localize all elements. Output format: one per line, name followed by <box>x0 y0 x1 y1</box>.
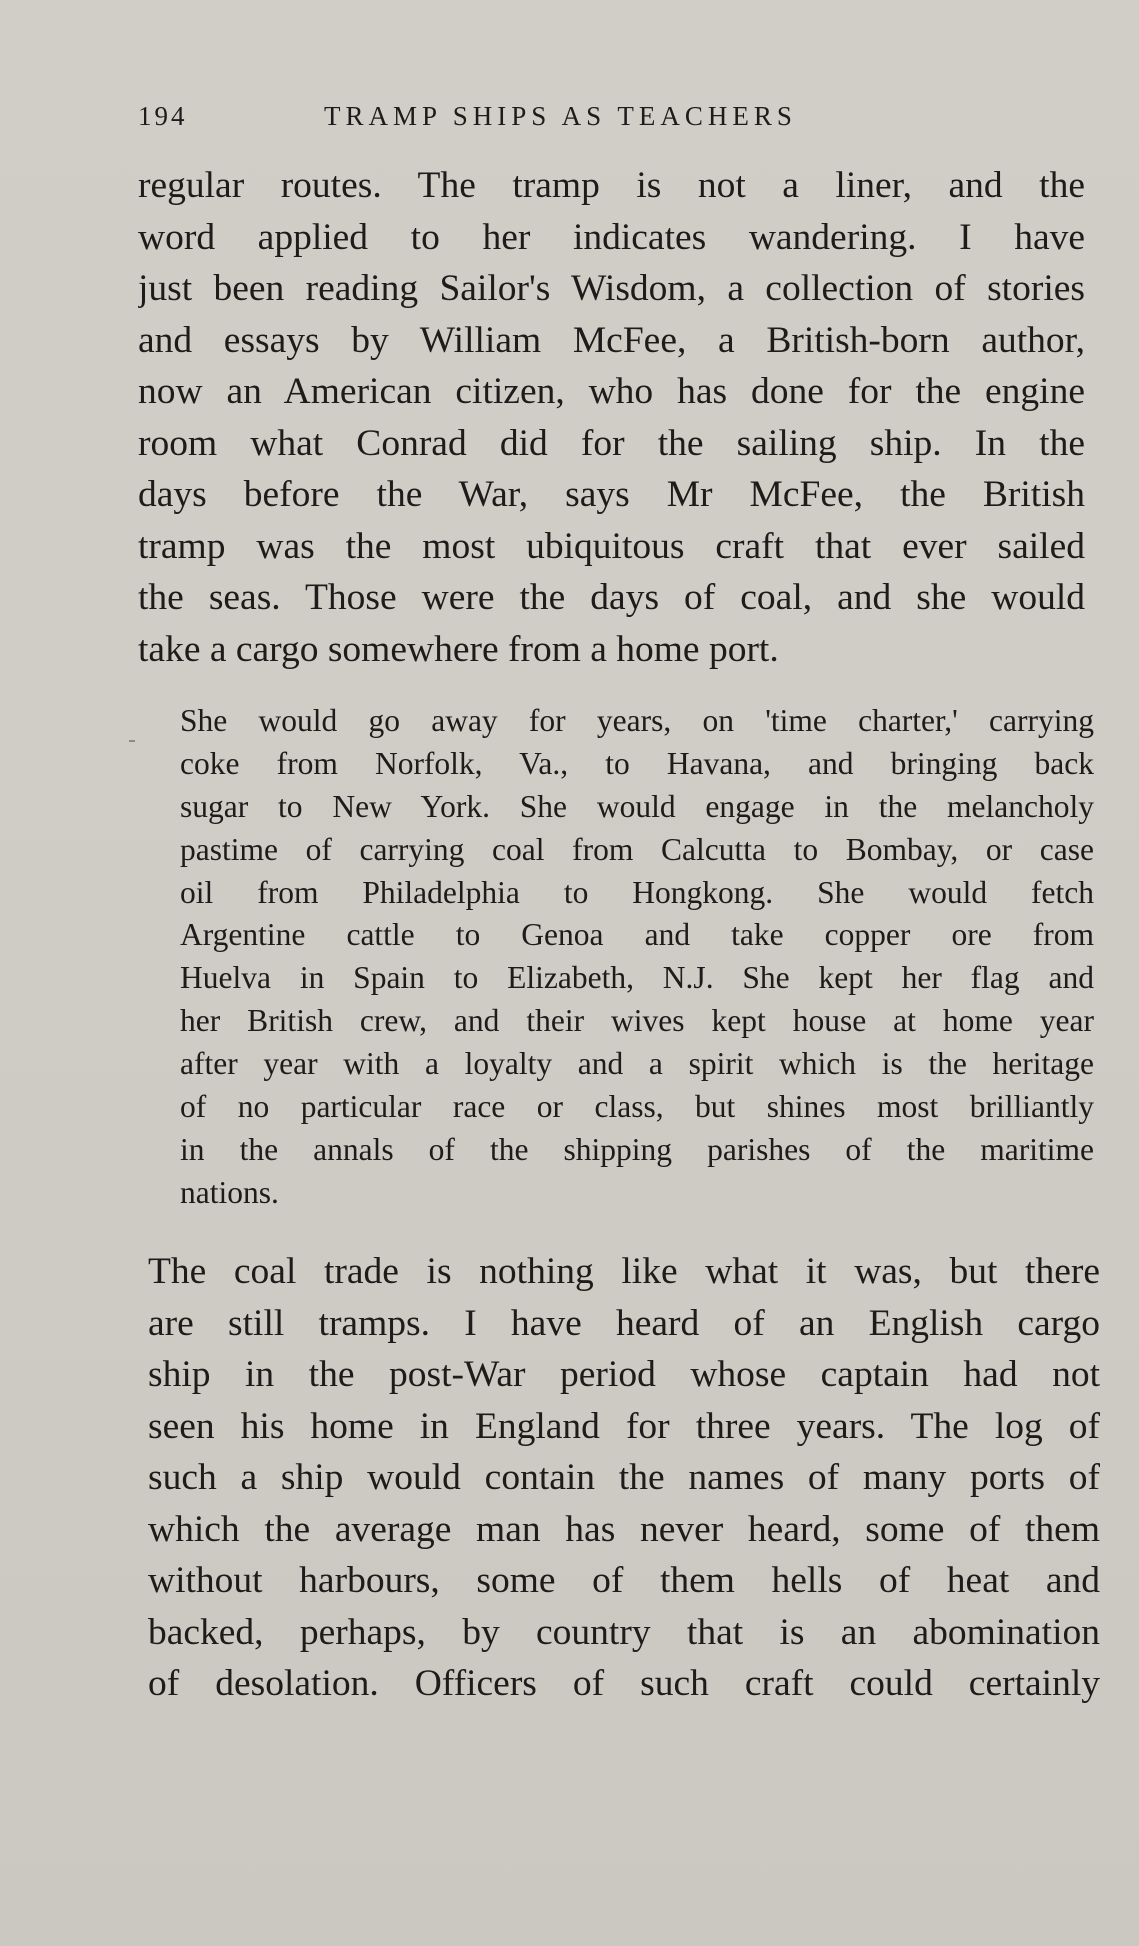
quote-line: pastime of carrying coal from Calcutta to Bombay, or case <box>180 831 1094 867</box>
text-line: The coal trade is nothing like what it was, but there <box>148 1251 1100 1292</box>
text-line: such a ship would contain the names of many ports of <box>148 1457 1100 1498</box>
ink-mark <box>129 740 135 742</box>
quote-line: in the annals of the shipping parishes of the maritime <box>180 1131 1094 1167</box>
quote-line: oil from Philadelphia to Hongkong. She would fetch <box>180 874 1094 910</box>
text-line: regular routes. The tramp is not a liner, and the <box>138 165 1085 206</box>
text-line: backed, perhaps, by country that is an abomination <box>148 1611 1100 1653</box>
text-line: and essays by William McFee, a British-born author, <box>138 319 1085 361</box>
page-number: 194 <box>138 101 188 131</box>
text-line: which the average man has never heard, some of them <box>148 1508 1100 1550</box>
text-line: just been reading Sailor's Wisdom, a collection of stories <box>138 268 1085 309</box>
quote-line: Huelva in Spain to Elizabeth, N.J. She kept her flag and <box>180 960 1094 996</box>
running-title: TRAMP SHIPS AS TEACHERS <box>324 101 797 131</box>
quote-line: nations. <box>180 1174 279 1210</box>
text-line: room what Conrad did for the sailing ship. In the <box>138 422 1085 464</box>
text-line: of desolation. Officers of such craft could certainly <box>148 1663 1100 1704</box>
quote-line: her British crew, and their wives kept house at home year <box>180 1003 1094 1039</box>
text-line: word applied to her indicates wandering. I have <box>138 216 1085 258</box>
text-line: the seas. Those were the days of coal, and she would <box>138 577 1085 618</box>
text-line: ship in the post-War period whose captain had not <box>148 1354 1100 1395</box>
paragraph-1 <box>138 160 1085 675</box>
text-line: take a cargo somewhere from a home port. <box>138 628 779 670</box>
text-line: days before the War, says Mr McFee, the British <box>138 474 1085 515</box>
text-line: without harbours, some of them hells of heat and <box>148 1560 1100 1601</box>
quote-line: of no particular race or class, but shines most brilliantly <box>180 1089 1094 1125</box>
quote-line: coke from Norfolk, Va., to Havana, and bringing back <box>180 745 1094 781</box>
text-line: tramp was the most ubiquitous craft that ever sailed <box>138 525 1085 567</box>
paragraph-3 <box>148 1246 1100 1710</box>
quote-line: She would go away for years, on 'time charter,' carrying <box>180 703 1094 738</box>
text-line: seen his home in England for three years. The log of <box>148 1405 1100 1447</box>
block-quote <box>180 700 1094 1215</box>
quote-line: Argentine cattle to Genoa and take copper ore from <box>180 917 1094 953</box>
text-line: are still tramps. I have heard of an English cargo <box>148 1302 1100 1344</box>
text-line: now an American citizen, who has done for the engine <box>138 371 1085 412</box>
quote-line: after year with a loyalty and a spirit which is the heritage <box>180 1046 1094 1082</box>
running-head <box>138 96 1098 136</box>
quote-line: sugar to New York. She would engage in the melancholy <box>180 788 1094 824</box>
